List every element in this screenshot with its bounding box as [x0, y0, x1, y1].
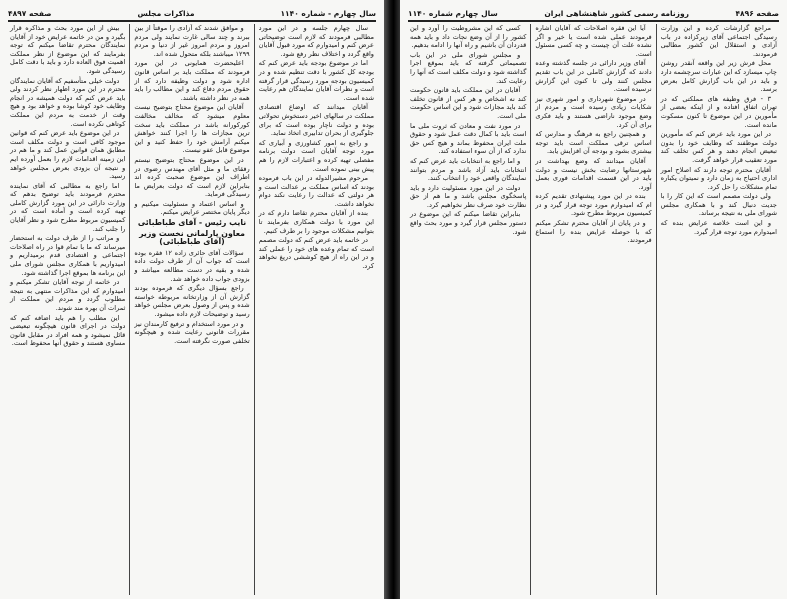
issue-number: سال چهارم - شماره ۱۱۴۰	[280, 8, 376, 18]
right-page	[400, 0, 787, 599]
speaker-heading: معاون پارلمانی نخست وزیر (آقای طباطبائی)	[139, 228, 245, 247]
section-title: مذاکرات مجلس	[137, 8, 195, 18]
paragraph: و در مورد استخدام و ترفیع کارمندان نیز مقررات قانونی رعایت شده و هیچگونه تخلفی صورت نگرفته است.	[134, 319, 250, 345]
paragraph: در این موضوع محتاج بتوضیح نیستم رفقای ما و مثل آقای مهندس رضوی در اطراف این موضوع صحبت کرده اند بنابراین لازم است که دولت بعرایض ما رسیدگی فرماید.	[134, 155, 250, 199]
paragraph: و موافق شدند که آزادی را موقتاً از بین ببرند و چند سالی غارت نمایند ولی مردم امروز و مردم امروز غیر از دنیا و مردم ۱۲۹۹ میباشند بلکه متحول شده اند.	[134, 24, 250, 58]
paragraph: در خاتمه از توجه آقایان تشکر میکنم و امیدوارم که این مذاکرات منتهی به نتیجه مطلوب گردد و مردم این مملکت از ثمرات آن بهره مند شوند.	[10, 278, 126, 312]
paragraph: بنده در این مورد پیشنهادی تقدیم کرده ام که امیدوارم مورد توجه قرار گیرد و در کمیسیون مربوط مطرح شود.	[535, 192, 652, 218]
paragraph: و مراتب را از طرف دولت به استحضار میرساند که ما با تمام قوا در راه اصلاحات اجتماعی و اقتصادی قدم برمیداریم و امیدواریم با همکاری مجلس شورای ملی این برنامه ها بموقع اجرا گذاشته شود.	[10, 234, 126, 277]
paragraph: بیش از این مورد بحث و مذاکره قرار بگیرد و من در خاتمه عرایض خود از آقایان نمایندگان محترم تقاضا میکنم که توجه بفرمایند که این موضوع از نظر مملکت اهمیت فوق العاده دارد و باید با دقت کامل رسیدگی شود.	[10, 24, 126, 75]
column	[254, 24, 378, 595]
page-gutter	[384, 0, 400, 599]
page-number: صفحه ۴۸۹۶	[735, 8, 779, 18]
paragraph: محل فرش زیر این واقعه آنقدر روشن چاپ میسازد که این عبارات سرچشمه دارد و باید در این باب گزارش کامل بعرض برسد.	[660, 59, 777, 94]
paragraph: آقایان در این مملکت باید قانون حکومت کند نه اشخاص و هر کس از قانون تخلف کند باید مجازات شود و این اساس حکومت ملی است.	[410, 86, 527, 120]
column	[406, 24, 530, 595]
column	[6, 24, 129, 595]
right-page-columns	[406, 24, 781, 595]
paragraph: و همچنین راجع به فرهنگ و مدارس که اساس ترقی مملکت است باید توجه بیشتری بشود و بودجه آن افزایش یابد.	[535, 130, 652, 156]
paragraph: و اساس اعتماد و مسئولیت میکنیم و دیگر پایان مختصر عرایض میکنم.	[134, 199, 250, 217]
newspaper-title: روزنامه رسمی کشور شاهنشاهی ایران	[544, 8, 689, 18]
paragraph: در خاتمه باید عرض کنم که دولت مصمم است که تمام وعده های خود را عملی کند و در این راه از هیچ کوششی دریغ نخواهد کرد.	[258, 236, 374, 271]
page-number: صفحه ۴۸۹۷	[8, 8, 52, 18]
paragraph: کسی که این مشروطیت را آورد و این کشور را از آن وضع نجات داد و باید همه قدردان آن باشیم و راه آنها را ادامه بدهیم.	[410, 24, 527, 50]
issue-number: سال چهارم شماره ۱۱۴۰	[408, 8, 498, 18]
paragraph: و مجلس شورای ملی در این باب تصمیماتی گرفته که باید بموقع اجرا گذاشته شود و دولت مکلف است که آنها را رعایت کند.	[410, 50, 527, 85]
paragraph: سال چهارم جلسه و در این مورد مطالبی فرمودند که لازم است توضیحاتی عرض کنم و امیدوارم که مورد قبول آقایان واقع گردد و اختلاف نظر رفع شود.	[258, 24, 374, 58]
paragraph: و این است خلاصه عرایض بنده که امیدوارم مورد توجه قرار گیرد.	[660, 219, 777, 236]
paragraph: دولت خیلی متأسفیم که آقایان نمایندگان محترم در این مورد اظهار نظر کردند ولی باید عرض کنم که دولت همیشه در انجام وظایف خود کوشا بوده و خواهد بود و هیچ وقت از خدمت به مردم این مملکت کوتاهی نکرده است.	[10, 76, 126, 128]
paragraph: در این مورد باید عرض کنم که مأمورین دولت موظفند که وظایف خود را بدون تبعیض انجام دهند و هر کس تخلف کند مورد تعقیب قرار خواهد گرفت.	[660, 130, 777, 164]
column	[656, 24, 781, 595]
paragraph: و در پایان از آقایان محترم تشکر میکنم که با حوصله عرایض بنده را استماع فرمودند.	[535, 219, 652, 245]
paragraph: بنده از آقایان محترم تقاضا دارم که در این مورد با دولت همکاری بفرمایند تا بتوانیم مشکلات موجود را بر طرف کنیم.	[258, 209, 374, 235]
paragraph: مرحوم مشیرالدوله در این باب فرموده بودند که اساس مملکت بر عدالت است و هر دولتی که عدالت را رعایت نکند دوام نخواهد داشت.	[258, 174, 374, 208]
paragraph: و راجع به امور کشاورزی و آبیاری که مورد توجه آقایان است دولت برنامه مفصلی تهیه کرده و اعتبارات لازم را هم پیش بینی نموده است.	[258, 138, 374, 173]
paragraph: آقای وزیر دارائی در جلسه گذشته وعده دادند که گزارش کاملی در این باب تقدیم مجلس کنند ولی تا کنون این گزارش نرسیده است.	[535, 59, 652, 94]
paragraph: سؤالات آقای حائری زاده ۱۲ فقره بوده است که جواب آن از طرف دولت داده شده و بقیه در دست مطالعه میباشد و بزودی جواب داده خواهد شد.	[134, 248, 250, 283]
paragraph: و اما راجع به انتخابات باید عرض کنم که انتخابات باید آزاد باشد و مردم بتوانند نمایندگان واقعی خود را انتخاب کنند.	[410, 156, 527, 183]
paragraph: در موضوع شهرداری و امور شهری نیز شکایات زیادی رسیده است و مردم از وضع موجود ناراضی هستند و باید فکری برای آن کرد.	[535, 94, 652, 129]
paragraph: دولت در این مورد مسئولیت دارد و باید پاسخگوی مجلس باشد و ما هم از حق نظارت خود صرف نظر نخواهیم کرد.	[410, 183, 527, 209]
paragraph: ولی دولت مصمم است که این کار را با جدیت دنبال کند و با همکاری مجلس شورای ملی به نتیجه برساند.	[660, 192, 777, 218]
paragraph: آقایان محترم توجه دارند که اصلاح امور اداری احتیاج به زمان دارد و نمیتوان یکباره تمام مشکلات را حل کرد.	[660, 165, 777, 191]
left-page-columns	[6, 24, 378, 595]
right-page-header	[408, 6, 779, 22]
paragraph: در مورد نفت و معادن که ثروت ملی ما است باید با کمال دقت عمل شود و حقوق ملت ایران محفوظ بماند و هیچ کس حق ندارد که از آن سوء استفاده کند.	[410, 121, 527, 156]
paragraph: آقایان میدانند که وضع بهداشت در شهرستانها رضایت بخش نیست و دولت باید در این قسمت اقدامات فوری بعمل آورد.	[535, 156, 652, 191]
paragraph: اما راجع به مطالبی که آقای نماینده محترم فرمودند باید توضیح بدهم که وزارت دارائی در این مورد گزارش کاملی تهیه کرده است و آماده است که در کمیسیون مربوط مطرح شود و نظر آقایان را جلب کند.	[10, 181, 126, 233]
left-page-header	[8, 6, 376, 22]
paragraph: مراجع گزارشات کرده و این وزارت رسیدگی اجتماعی آقای زیرکزاده در باب آزادی و استقلال این کشور مطالبی فرمودند.	[660, 24, 777, 58]
paragraph: اعلیحضرت همایونی در این مورد فرمودند که مملکت باید بر اساس قانون اداره شود و دولت وظیفه دارد که از حقوق مردم دفاع کند و این مطالب را باید همه در نظر داشته باشند.	[134, 59, 250, 102]
paragraph: آیا این فقره اصلاحات که آقایان اشاره فرمودند عملی شده است یا خیر و اگر نشده علت آن چیست و چه کسی مسئول است.	[535, 24, 652, 58]
paragraph: آقایان میدانند که اوضاع اقتصادی مملکت در سالهای اخیر دستخوش تحولاتی بوده و دولت ناچار بوده است که برای جلوگیری از بحران تدابیری اتخاذ نماید.	[258, 103, 374, 138]
paragraph: آقایان این موضوع محتاج بتوضیح نیست معلوم میشود که مخالف مخالفت کورکورانه باشد در مملکت باید سخت ترین مجازات ها را اجرا کنند خواهش میکنم آرامش خود را حفظ کنید و این موضوع قابل عفو نیست.	[134, 103, 250, 155]
paragraph: راجع بسؤال دیگری که فرموده بودند گزارش آن از وزارتخانه مربوطه خواسته شده و پس از وصول بعرض مجلس خواهد رسید و توضیحات لازم داده میشود.	[134, 284, 250, 318]
paragraph: در این موضوع باید عرض کنم که قوانین موجود کافی است و دولت مکلف است مطابق همان قوانین عمل کند و ما هم در این زمینه اقدامات لازم را بعمل آورده ایم و نتیجه آن بزودی بعرض مجلس خواهد رسید.	[10, 129, 126, 181]
paragraph: اما در موضوع بودجه باید عرض کنم که بودجه کل کشور با دقت تنظیم شده و در کمیسیون بودجه مورد رسیدگی قرار گرفته است و نظرات آقایان نمایندگان هم رعایت شده است.	[258, 59, 374, 102]
paragraph: این مطلب را هم باید اضافه کنم که دولت در اجرای قانون هیچگونه تبعیضی قائل نمیشود و همه افراد در مقابل قانون مساوی هستند و حقوق آنها محفوظ است.	[10, 313, 126, 348]
speaker-heading: نایب رئیس - آقای طباطبائی	[137, 218, 247, 228]
left-page	[0, 0, 384, 599]
column	[129, 24, 253, 595]
column	[530, 24, 655, 595]
paragraph: ۳ - فرق وظیفه های مملکتی که در تهران اتفاق افتاده و از اینکه بعضی از مأمورین در این موضوع تا کنون مسکوت مانده است.	[660, 94, 777, 129]
paragraph: بنابراین تقاضا میکنم که این موضوع در دستور مجلس قرار گیرد و مورد بحث واقع شود.	[410, 210, 527, 236]
